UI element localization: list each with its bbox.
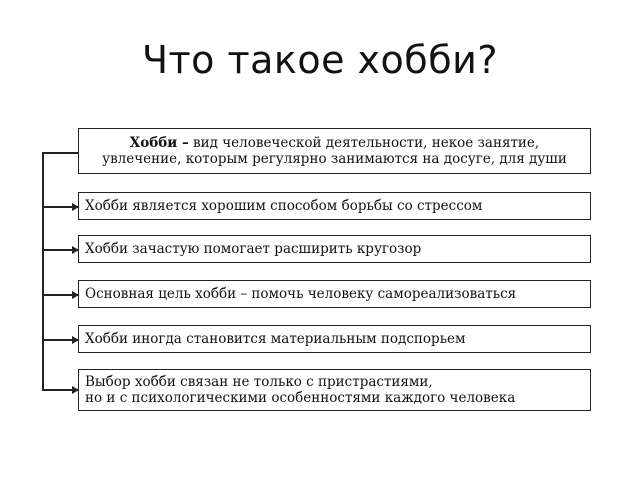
definition-line-1-rest: вид человеческой деятельности, некое занятие, <box>188 135 540 151</box>
slide-title: Что такое хобби? <box>141 38 499 82</box>
statement-text-5-line-1: Выбор хобби связан не только с пристрастиями, <box>85 374 433 390</box>
statement-text-3: Основная цель хобби – помочь человеку самореализоваться <box>85 286 517 302</box>
statement-text-2: Хобби зачастую помогает расширить кругозор <box>85 241 422 257</box>
connector-trunk <box>42 152 44 389</box>
definition-box <box>78 128 591 174</box>
statement-box-5 <box>78 369 591 411</box>
arrow-1 <box>42 206 78 208</box>
definition-term: Хобби – <box>129 135 189 151</box>
arrow-5 <box>42 389 78 391</box>
arrow-2 <box>42 249 78 251</box>
definition-line-2: увлечение, которым регулярно занимаются на досуге, для души <box>102 151 567 167</box>
statement-box-1 <box>78 192 591 220</box>
connector-definition-stub <box>42 152 78 154</box>
statement-box-4 <box>78 325 591 353</box>
arrow-3 <box>42 294 78 296</box>
statement-box-3 <box>78 280 591 308</box>
arrow-4 <box>42 339 78 341</box>
statement-box-2 <box>78 235 591 263</box>
statement-text-1: Хобби является хорошим способом борьбы со стрессом <box>85 198 483 214</box>
definition-line-1 <box>85 135 584 151</box>
statement-text-4: Хобби иногда становится материальным подспорьем <box>85 331 466 347</box>
statement-text-5-line-2: но и с психологическими особенностями каждого человека <box>85 390 516 406</box>
